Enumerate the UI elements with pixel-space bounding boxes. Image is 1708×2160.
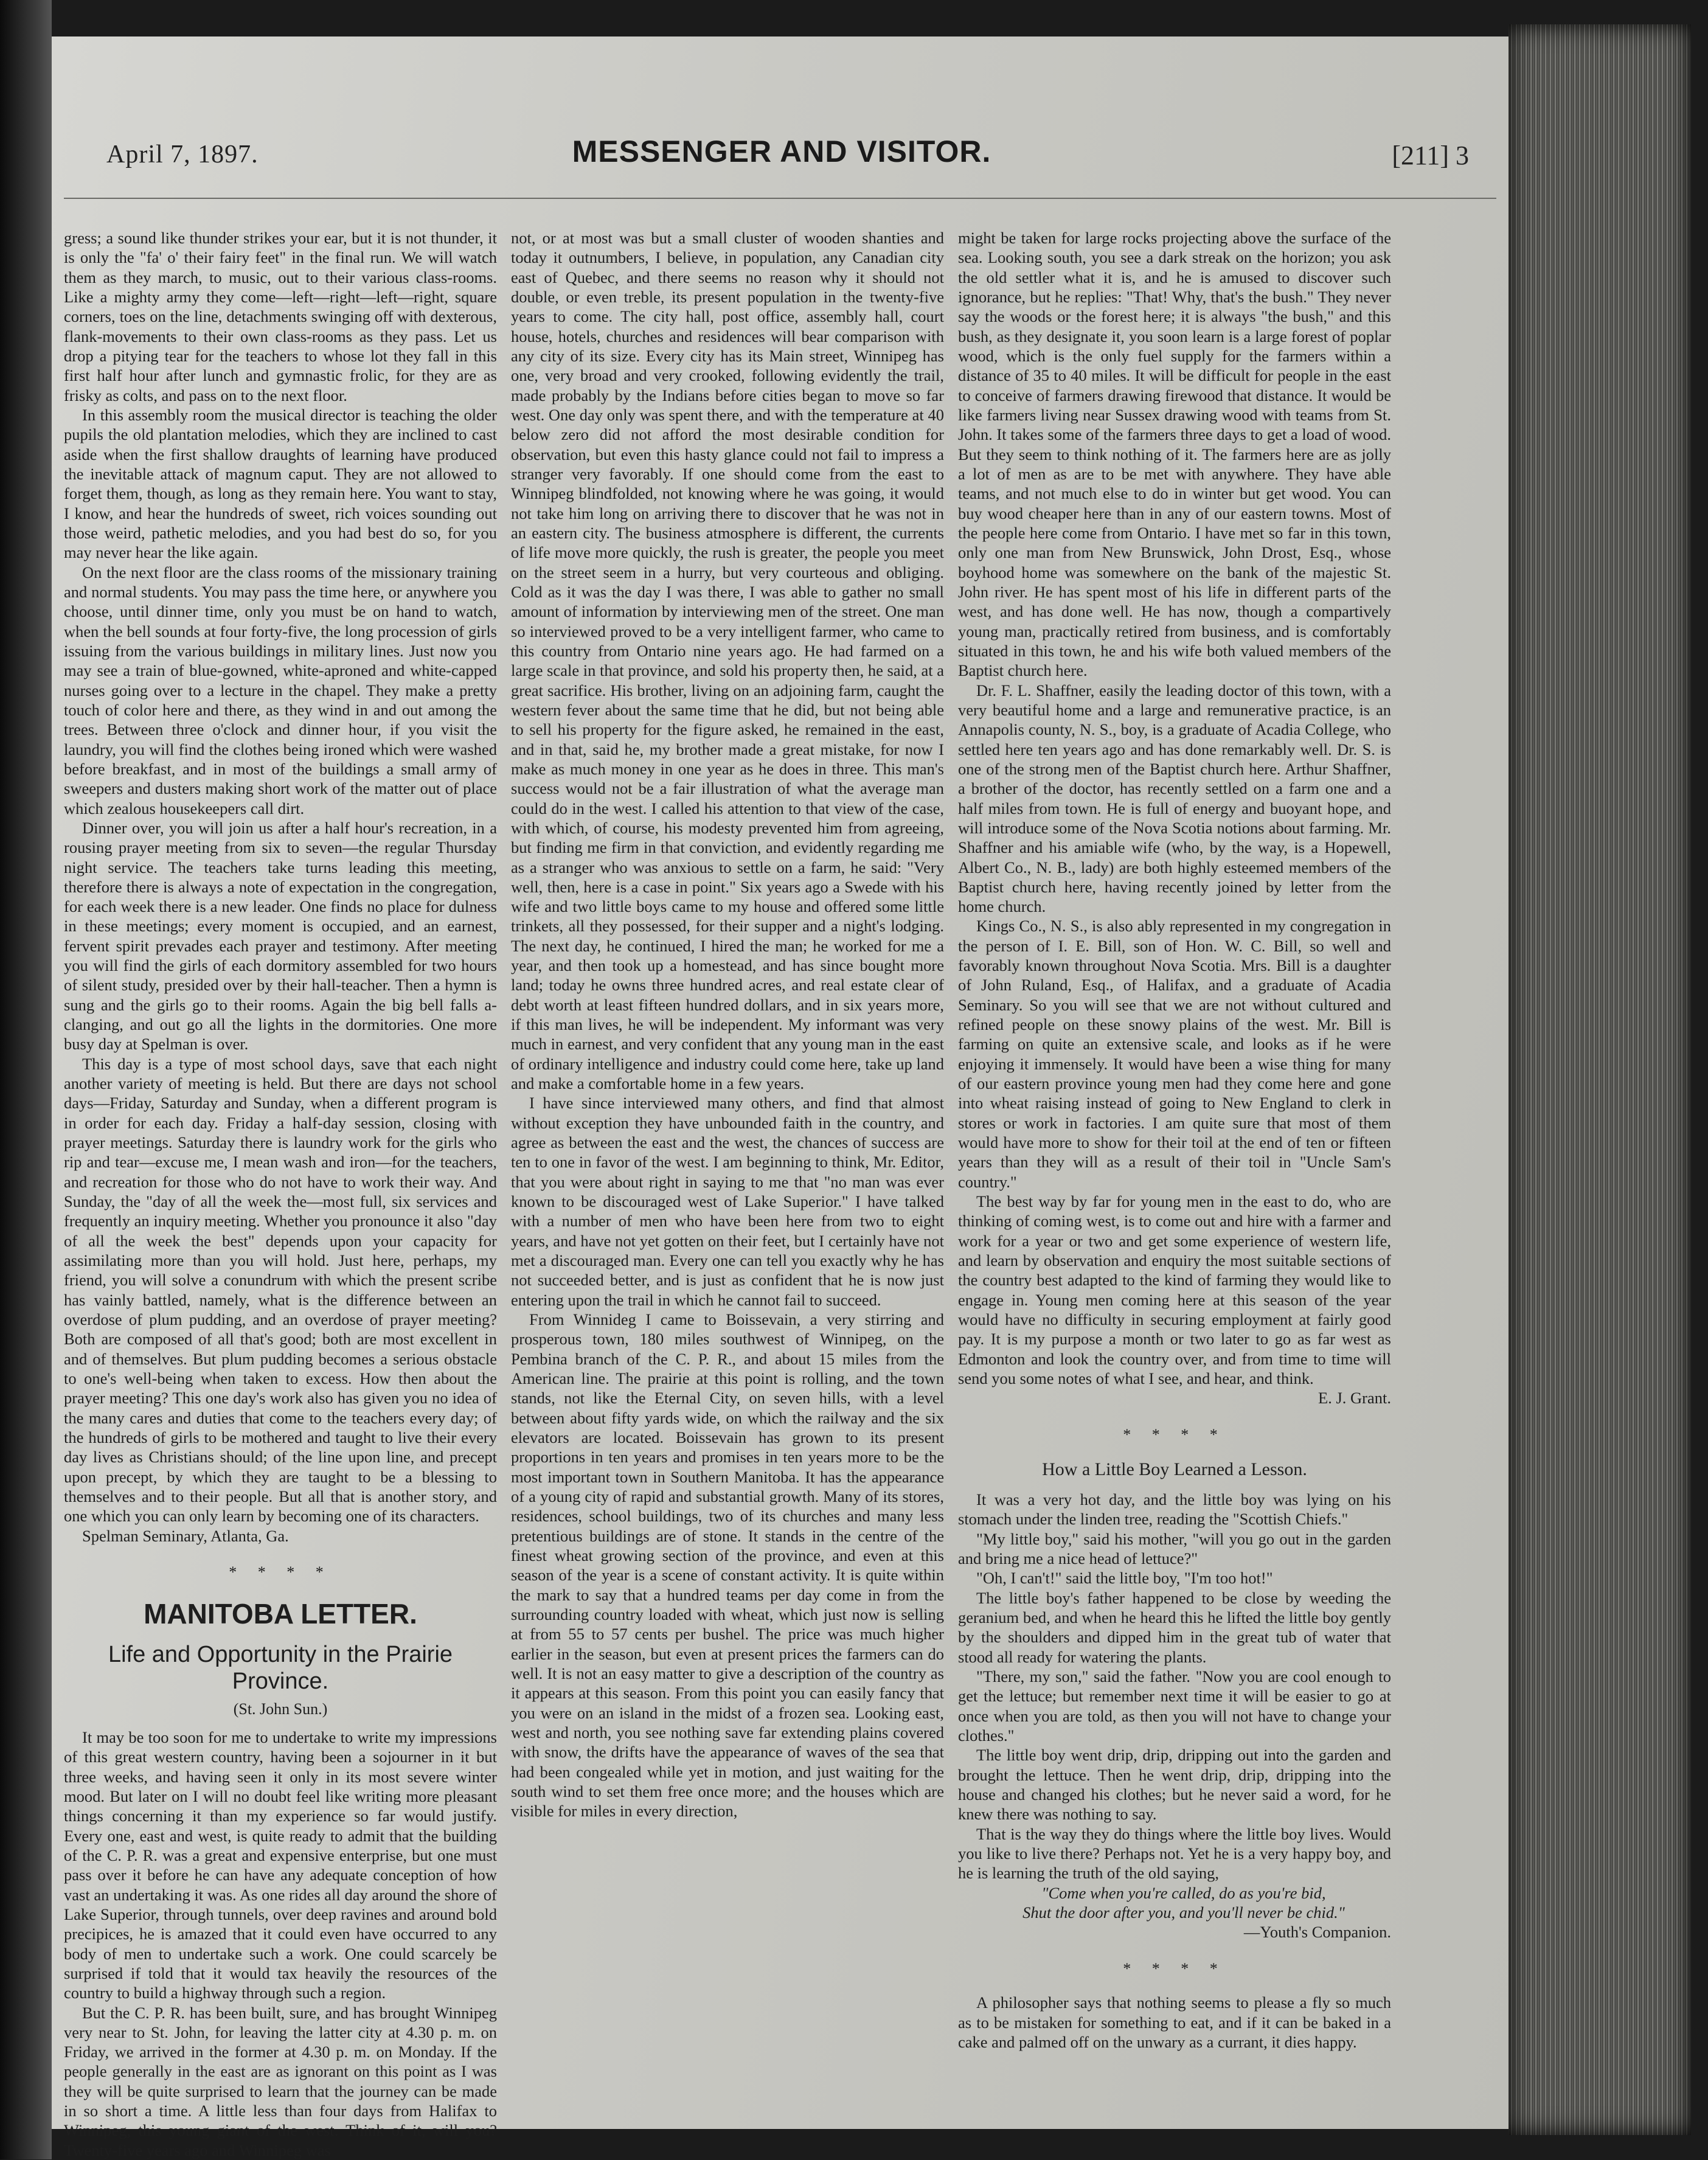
column-3 <box>958 228 1391 2071</box>
paragraph: The best way by far for young men in the east to do, who are thinking of coming west, is to come out and hire with a farmer and work for a year or two and get some experience of western life, and learn by observation and enquiry the most suitable sections of the country best adapted to the kind of farming they would like to engage in. Young men coming here at this season of the year would have no difficulty in securing employment at fairly good pay. It is my purpose a month or two later to go as far west as Edmonton and look the country over, and from time to time will send you some notes of what I see, and hear, and think. <box>958 1192 1391 1388</box>
page-number: [211] 3 <box>1392 140 1469 171</box>
paragraph: In this assembly room the musical director is teaching the older pupils the old plantation melodies, which they are inclined to cast aside when the first shallow draughts of learning have produced the inevitable attack of magnum caput. They are not allowed to forget them, though, as long as they remain here. You want to stay, I know, and hear the hundreds of sweet, rich voices sounding out those weird, pathetic melodies, and you had best do so, for you may never hear the like again. <box>64 405 497 563</box>
newspaper-page <box>52 36 1508 2129</box>
paragraph: "My little boy," said his mother, "will you go out in the garden and bring me a nice head of lettuce?" <box>958 1529 1391 1569</box>
paragraph: A philosopher says that nothing seems to please a fly so much as to be mistaken for something to eat, and if it can be baked in a cake and palmed off on the unwary as a currant, it dies happy. <box>958 1993 1391 2052</box>
section-divider: * * * * <box>64 1563 497 1582</box>
verse-line: Shut the door after you, and you'll never be chid." <box>958 1903 1391 1922</box>
paragraph: Dr. F. L. Shaffner, easily the leading doctor of this town, with a very beautiful home and a large and remunerative practice, is an Annapolis county, N. S., boy, is a graduate of Acadia College, who settled here ten years ago and has done remarkably well. Dr. S. is one of the strong men of the Baptist church here. Arthur Shaffner, a brother of the doctor, has recently settled on a farm one and a half miles from town. He is full of energy and buoyant hope, and will introduce some of the Nova Scotia notions about farming. Mr. Shaffner and his amiable wife (who, by the way, is a Hopewell, Albert Co., N. B., lady) are both highly esteemed members of the Baptist church here, having recently joined by letter from the home church. <box>958 681 1391 917</box>
issue-date: April 7, 1897. <box>106 140 259 169</box>
story-credit: —Youth's Companion. <box>958 1922 1391 1942</box>
paragraph: That is the way they do things where the little boy lives. Would you like to live there? Perhaps not. Yet he is a very happy boy, and he is learning the truth of the old saying, <box>958 1824 1391 1883</box>
paragraph: But the C. P. R. has been built, sure, and has brought Winnipeg very near to St. John, for leaving the latter city at 4.30 p. m. on Friday, we arrived in the former at 4.30 p. m. on Monday. If the people generally in the east are as ignorant on this point as I was they will be quite surprised to learn that the journey can be made in so short a time. A little less than four days from Halifax to Winnipeg, this young giant of the west. Think of it, will you? Twenty-five years ago and Winnipeg was <box>64 2003 497 2160</box>
section-divider: * * * * <box>958 1425 1391 1445</box>
paragraph: It was a very hot day, and the little boy was lying on his stomach under the linden tree, reading the "Scottish Chiefs." <box>958 1490 1391 1529</box>
verse-line: "Come when you're called, do as you're bid, <box>958 1883 1391 1903</box>
paragraph: Kings Co., N. S., is also ably represented in my congregation in the person of I. E. Bill, son of Hon. W. C. Bill, so well and favorably known throughout Nova Scotia. Mrs. Bill is a daughter of John Ruland, Esq., of Halifax, and a graduate of Acadia Seminary. So you will see that we are not without cultured and refined people on these snowy plains of the west. Mr. Bill is farming on quite an extensive scale, and looks as if he were enjoying it immensely. It would have been a wise thing for many of our eastern province young men had they come here and gone into wheat raising instead of going to New England to clerk in stores or work in factories. I am quite sure that most of them would have more to show for their toil at the end of ten or fifteen years than they will as a result of their toil in "Uncle Sam's country." <box>958 916 1391 1192</box>
column-1 <box>64 228 497 2071</box>
article-source: (St. John Sun.) <box>64 1700 497 1719</box>
paragraph: "There, my son," said the father. "Now you are cool enough to get the lettuce; but remember next time it will be easier to go at once when you are told, as then you will not have to change your clothes." <box>958 1667 1391 1745</box>
article-heading: MANITOBA LETTER. <box>64 1597 497 1631</box>
story-title: How a Little Boy Learned a Lesson. <box>958 1459 1391 1481</box>
paragraph: Dinner over, you will join us after a half hour's recreation, in a rousing prayer meeting from six to seven—the regular Thursday night service. The teachers take turns leading this meeting, therefore there is always a note of expectation in the congregation, for each week there is a new leader. One finds no place for dulness in these meetings; every moment is occupied, and an earnest, fervent spirit prevades each prayer and testimony. After meeting you will find the girls of each dormitory assembled for two hours of silent study, presided over by their hall-teacher. Then a hymn is sung and the girls go to their rooms. Again the big bell falls a-clanging, and out go all the lights in the dormitories. One more busy day at Spelman is over. <box>64 818 497 1054</box>
paragraph: The little boy went drip, drip, dripping out into the garden and brought the lettuce. Then he went drip, drip, dripping into the house and changed his clothes; but he never said a word, for he knew there was nothing to say. <box>958 1745 1391 1824</box>
page-header <box>88 134 1475 182</box>
column-2 <box>511 228 944 2071</box>
paragraph: The little boy's father happened to be close by weeding the geranium bed, and when he heard this he lifted the little boy gently by the shoulders and dipped him in the great tub of water that stood all ready for watering the plants. <box>958 1588 1391 1667</box>
adjacent-page-edge <box>0 0 52 2159</box>
dateline: Spelman Seminary, Atlanta, Ga. <box>64 1526 497 1546</box>
header-rule <box>64 198 1496 199</box>
paragraph: It may be too soon for me to undertake to write my impressions of this great western country, having been a sojourner in it but three weeks, and having seen it only in its most severe winter mood. But later on I will no doubt feel like writing more pleasant things concerning it than my experience so far would justify. Every one, east and west, is quite ready to admit that the building of the C. P. R. was a great and expensive enterprise, but one must pass over it before he can have any adequate conception of how vast an undertaking it was. As one rides all day around the shore of Lake Superior, through tunnels, over deep ravines and around bold precipices, he is amazed that it could even have occurred to any body of men to undertake such a work. One could scarcely be surprised if told that it would tax heavily the resources of the country to build a highway through such a region. <box>64 1728 497 2003</box>
section-divider: * * * * <box>958 1959 1391 1979</box>
paragraph: On the next floor are the class rooms of the missionary training and normal students. You may pass the time here, or anywhere you choose, until dinner time, only you must be on hand to watch, when the bell sounds at four forty-five, the long procession of girls issuing from the various buildings in military lines. Just now you may see a train of blue-gowned, white-aproned and white-capped nurses going over to a lecture in the chapel. They make a pretty touch of color here and there, as they wind in and out among the trees. Between three o'clock and dinner hour, if you visit the laundry, you will find the clothes being ironed which were washed before breakfast, and in most of the buildings a small army of sweepers and dusters making short work of the matter out of place which zealous housekeepers call dirt. <box>64 563 497 818</box>
paragraph: gress; a sound like thunder strikes your ear, but it is not thunder, it is only the "fa' o' their fairy feet" in the final run. We will watch them as they march, to music, out to their various class-rooms. Like a mighty army they come—left—right—left—right, square corners, toes on the line, detachments swinging off with dexterous, flank-movements to their own class-rooms as they pass. Let us drop a pitying tear for the teachers to whose lot they fall in this first half hour after lunch and gymnastic frolic, for they are as frisky as colts, and pass on to the next floor. <box>64 228 497 405</box>
paragraph: not, or at most was but a small cluster of wooden shanties and today it outnumbers, I believe, in population, any Canadian city east of Quebec, and there seems no reason why it should not double, or even treble, its present population in the twenty-five years to come. The city hall, post office, assembly hall, court house, hotels, churches and residences will bear comparison with any city of its size. Every city has its Main street, Winnipeg has one, very broad and very crooked, following evidently the trail, made probably by the Indians before cities began to move so far west. One day only was spent there, and with the temperature at 40 below zero did not afford the most desirable condition for observation, but even this hasty glance could not fail to impress a stranger very favorably. If one should come from the east to Winnipeg blindfolded, not knowing where he was going, it would not take him long on arriving there to discover that he was not in an eastern city. The business atmosphere is different, the currents of life move more quickly, the rush is greater, the people you meet on the street seem in a hurry, but very courteous and obliging. Cold as it was the day I was there, I was able to gather no small amount of information by interviewing men of the street. One man so interviewed proved to be a very intelligent farmer, who came to this country from Ontario nine years ago. He had farmed on a large scale in that province, and sold his property then, he said, at a great sacrifice. His brother, living on an adjoining farm, caught the western fever about the same time that he did, but not being able to sell his property for the figure asked, he remained in the east, and in that, said he, my brother made a great mistake, for now I make as much money in one year as he does in three. This man's success would not be a fair illustration of what the average man could do in the west. I called his attention to that view of the case, with which, of course, his modesty prevented him from agreeing, but finding me firm in that conviction, and evidently regarding me as a stranger who was anxious to settle on a farm, he said: "Very well, then, here is a case in point." Six years ago a Swede with his wife and two little boys came to my house and offered some little trinkets, all they possessed, for their supper and a night's lodging. The next day, he continued, I hired the man; he worked for me a year, and then took up a homestead, and has since bought more land; today he owns three hundred acres, and real estate clear of debt worth at least fifteen hundred dollars, and in six years more, if this man lives, he will be independent. My informant was very much in earnest, and very confident that any young man in the east of ordinary intelligence and industry could come here, take up land and make a comfortable home in a few years. <box>511 228 944 1093</box>
paragraph: From Winnideg I came to Boissevain, a very stirring and prosperous town, 180 miles southwest of Winnipeg, on the Pembina branch of the C. P. R., and about 15 miles from the American line. The prairie at this point is rolling, and the town stands, not like the Eternal City, on seven hills, with a level between about fifty yards wide, on which the railway and the six elevators are located. Boissevain has grown to its present proportions in ten years and promises in ten years more to be the most important town in Southern Manitoba. It has the appearance of a young city of rapid and substantial growth. Many of its stores, residences, school buildings, two of its churches and many less pretentious buildings are of stone. It stands in the centre of the finest wheat growing section of the province, and even at this season of the year is a scene of constant activity. It is quite within the mark to say that a hundred teams per day come in from the surrounding country loaded with wheat, which just now is selling at from 55 to 57 cents per bushel. The price was much higher earlier in the season, but even at present prices the farmers can do well. It is not an easy matter to give a description of the country as it appears at this season. From this point you can easily fancy that you were on an island in the midst of a frozen sea. Looking east, west and north, you see nothing save far extending plains covered with snow, the drifts have the appearance of waves of the sea that had been congealed while yet in motion, and just waiting for the south wind to set them free once more; and the houses which are visible for miles in every direction, <box>511 1310 944 1821</box>
paragraph: I have since interviewed many others, and find that almost without exception they have unbounded faith in the country, and agree as between the east and the west, the chances of success are ten to one in favor of the west. I am beginning to think, Mr. Editor, that you were about right in saying to me that "no man was ever known to be discouraged west of Lake Superior." I have talked with a number of men who have been here from two to eight years, and have not yet gotten on their feet, but I certainly have not met a discouraged man. Every one can tell you exactly why he has not succeeded better, and is just as confident that he is now just entering upon the trail in which he cannot fail to succeed. <box>511 1093 944 1310</box>
masthead-title: MESSENGER AND VISITOR. <box>88 134 1475 169</box>
article-subheading: Life and Opportunity in the Prairie Province. <box>64 1642 497 1695</box>
book-page-edges <box>1508 24 1691 2135</box>
paragraph: might be taken for large rocks projecting above the surface of the sea. Looking south, you see a dark streak on the horizon; you ask the old settler what it is, and he is amused to discover such ignorance, but he replies: "That! Why, that's the bush." They never say the woods or the forest here; it is always "the bush," and this bush, as they designate it, you soon learn is a large forest of poplar wood, which is the only fuel supply for the farmers within a distance of 35 to 40 miles. It will be difficult for people in the east to conceive of farmers drawing firewood that distance. It would be like farmers living near Sussex drawing wood with teams from St. John. It takes some of the farmers three days to get a load of wood. But they seem to think nothing of it. The farmers here are as jolly a lot of men as are to be met with anywhere. They have able teams, and not much else to do in winter but get wood. You can buy wood cheaper here than in any of our eastern towns. Most of the people here come from Ontario. I have met so far in this town, only one man from New Brunswick, John Drost, Esq., whose boyhood home was somewhere on the bank of the majestic St. John river. He has spent most of his life in different parts of the west, and has done well. He has now, though a compartively young man, practically retired from business, and is comfortably situated in this town, he and his wife both valued members of the Baptist church here. <box>958 228 1391 681</box>
paragraph: "Oh, I can't!" said the little boy, "I'm too hot!" <box>958 1568 1391 1588</box>
author-signature: E. J. Grant. <box>958 1388 1391 1408</box>
paragraph: This day is a type of most school days, save that each night another variety of meeting is held. But there are days not school days—Friday, Saturday and Sunday, when a different program is in order for each day. Friday a half-day session, closing with prayer meetings. Saturday there is laundry work for the girls who rip and tear—excuse me, I mean wash and iron—for the teachers, and recreation for those who do not have to work their way. And Sunday, the "day of all the week the—most full, six services and frequently an inquiry meeting. Whether you pronounce it also "day of all the week the best" depends upon your capacity for assimilating more than you will hold. Just here, perhaps, my friend, you will solve a conundrum with which the present scribe has vainly battled, namely, what is the difference between an overdose of plum pudding, and an overdose of prayer meeting? Both are composed of all that's good; both are most excellent in and of themselves. But plum pudding becomes a serious obstacle to one's well-being when taken to excess. How then about the prayer meeting? This one day's work also has given you no idea of the many cares and duties that come to the teachers every day; of the hundreds of girls to be mothered and taught to live their every day lives as Christians should; of the line upon line, and precept upon precept, by which they are taught to be a blessing to themselves and to their people. But all that is another story, and one which you can only learn by becoming one of its characters. <box>64 1054 497 1526</box>
